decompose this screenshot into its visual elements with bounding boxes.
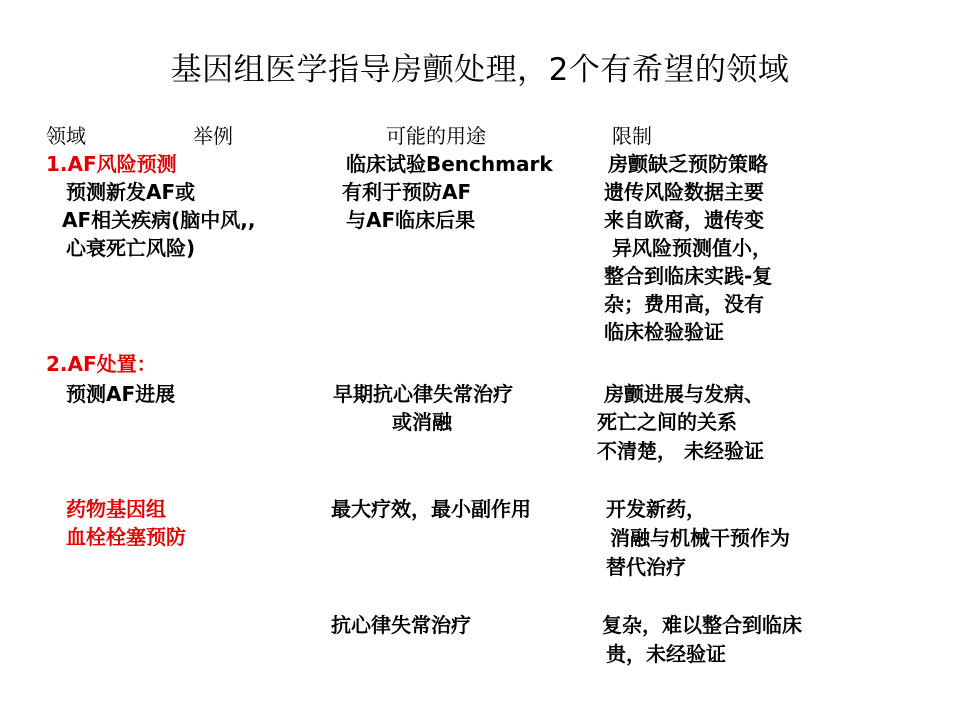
section2-row1-limit-line: 不清楚， 未经验证 (597, 439, 764, 463)
section2-row1-use-line: 早期抗心律失常治疗 (333, 382, 513, 406)
section1-example-line: AF相关疾病(脑中风,, (62, 208, 256, 232)
section1-limit-line: 杂；费用高，没有 (604, 292, 764, 316)
section1-example-line: 预测新发AF或 (66, 180, 196, 204)
section2-row1-limit-line: 死亡之间的关系 (597, 410, 737, 434)
section2-row1-use-line: 或消融 (392, 410, 452, 434)
section2-row2-limit-line: 替代治疗 (606, 555, 686, 579)
slide-title: 基因组医学指导房颤处理，2个有希望的领域 (170, 52, 790, 88)
section1-example-line: 心衰死亡风险) (66, 236, 196, 260)
section2-row1-example: 预测AF进展 (66, 382, 176, 406)
section2-row2-example-line: 血栓栓塞预防 (66, 525, 186, 549)
section2-heading: 2.AF处置： (46, 352, 157, 376)
section1-limit-line: 来自欧裔，遗传变 (604, 208, 764, 232)
header-limit: 限制 (612, 124, 652, 148)
section1-limit-line: 临床检验验证 (604, 320, 724, 344)
section1-limit-line: 整合到临床实践-复 (604, 264, 773, 288)
header-domain: 领域 (46, 124, 86, 148)
section1-limit-line: 异风险预测值小， (612, 236, 772, 260)
section2-row3-limit-line: 复杂，难以整合到临床 (602, 613, 802, 637)
section2-row2-limit-line: 消融与机械干预作为 (610, 526, 790, 550)
section2-row1-limit-line: 房颤进展与发病、 (604, 382, 764, 406)
section1-heading: 1.AF风险预测 (46, 152, 177, 176)
section2-row3-use: 抗心律失常治疗 (331, 613, 471, 637)
section1-limit-line: 房颤缺乏预防策略 (608, 152, 768, 176)
section2-row2-example-line: 药物基因组 (66, 497, 166, 521)
header-use: 可能的用途 (386, 124, 486, 148)
header-example: 举例 (193, 124, 233, 148)
section1-limit-line: 遗传风险数据主要 (604, 180, 764, 204)
section1-use-line: 与AF临床后果 (346, 208, 476, 232)
section1-use-line: 有利于预防AF (342, 180, 472, 204)
section2-row2-limit-line: 开发新药， (606, 497, 706, 521)
section2-row3-limit-line: 贵，未经验证 (606, 642, 726, 666)
section1-use-line: 临床试验Benchmark (346, 152, 553, 176)
section2-row2-use: 最大疗效，最小副作用 (331, 497, 531, 521)
